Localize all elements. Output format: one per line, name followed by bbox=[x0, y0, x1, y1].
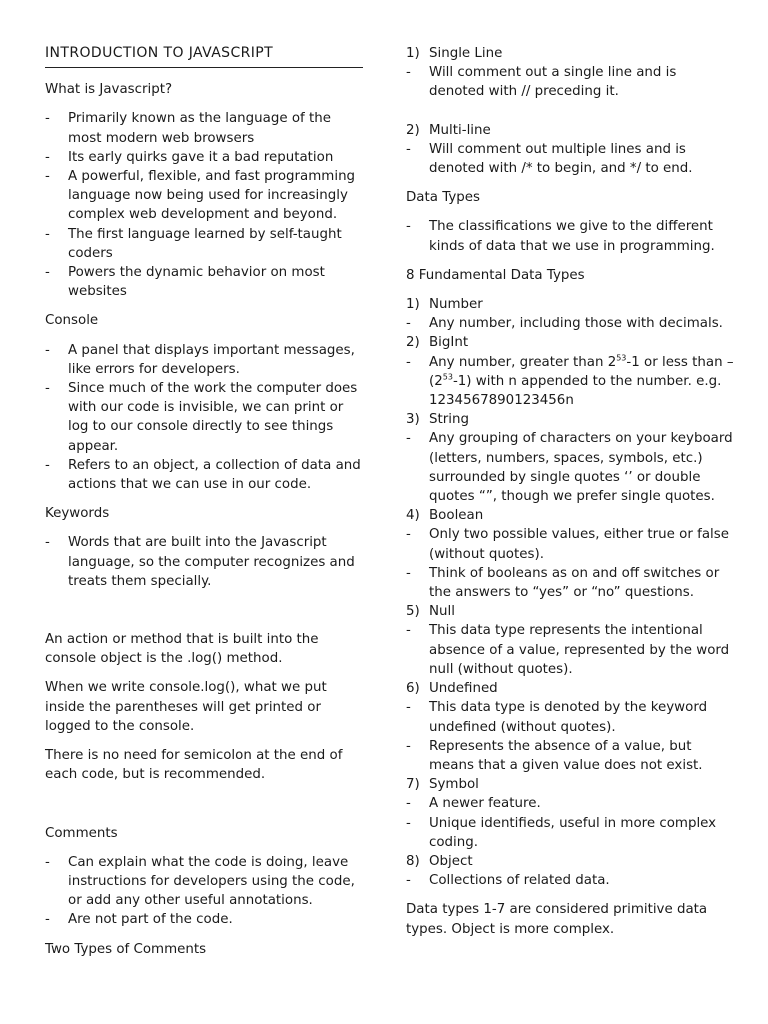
semicolon-paragraph: There is no need for semicolon at the end of each code, but is recommended. bbox=[45, 748, 343, 783]
list-item: - Any number, greater than $2^{53}-1$ or less than $-(2^{53}-1)$ with n appended to the number. e.g. 1234567890123456n bbox=[406, 353, 734, 409]
list-item: - Can explain what the code is doing, leave instructions for developers using the code, or add any other useful annotations. bbox=[45, 854, 355, 909]
list-item: - A powerful, flexible, and fast programming language now being used for increasingly complex web development and beyond. bbox=[45, 169, 356, 223]
console-list bbox=[45, 341, 365, 495]
list-item: - Its early quirks gave it a bad reputation bbox=[45, 149, 334, 165]
list-item: - Represents the absence of a value, but means that a given value does not exist. bbox=[406, 738, 703, 773]
console-log-paragraph: When we write console.log(), what we put inside the parentheses will get printed or logged to the console. bbox=[45, 680, 327, 734]
data-types-list bbox=[406, 217, 736, 255]
list-item: - Unique identifieds, useful in more complex coding. bbox=[406, 815, 717, 850]
data-types-heading: Data Types bbox=[406, 190, 480, 206]
list-item: - Powers the dynamic behavior on most websites bbox=[45, 265, 325, 300]
primitive-types-paragraph: Data types 1-7 are considered primitive data types. Object is more complex. bbox=[406, 902, 708, 937]
list-item: - Will comment out multiple lines and is denoted with /* to begin, and */ to end. bbox=[406, 141, 693, 177]
keywords-list bbox=[45, 533, 365, 591]
what-is-javascript-list bbox=[45, 109, 365, 301]
list-item: - Any grouping of characters on your keyboard (letters, numbers, spaces, symbols, etc.) surrounded by single quotes ‘’ or double quotes “”, though we prefer single quotes. bbox=[406, 431, 733, 505]
numbered-item: 3) String bbox=[406, 412, 469, 428]
fundamental-data-types-list bbox=[406, 295, 736, 890]
keywords-heading: Keywords bbox=[45, 506, 110, 522]
page-title: INTRODUCTION TO JAVASCRIPT bbox=[45, 44, 363, 68]
multi-line-comment-block bbox=[406, 121, 736, 179]
comments-list bbox=[45, 853, 365, 930]
console-heading: Console bbox=[45, 313, 99, 329]
what-is-javascript-heading: What is Javascript? bbox=[45, 82, 173, 98]
numbered-item: 8) Object bbox=[406, 853, 473, 869]
list-item: - A newer feature. bbox=[406, 796, 541, 812]
numbered-item: 2) BigInt bbox=[406, 335, 469, 351]
list-item: - Think of booleans as on and off switches or the answers to “yes” or “no” questions. bbox=[406, 565, 720, 601]
list-item: - Only two possible values, either true or false (without quotes). bbox=[406, 527, 729, 562]
numbered-item: 7) Symbol bbox=[406, 777, 479, 793]
comments-heading: Comments bbox=[45, 825, 118, 841]
numbered-item: 5) Null bbox=[406, 604, 455, 620]
left-column bbox=[45, 44, 365, 959]
numbered-item: 2) Multi-line bbox=[406, 122, 491, 138]
list-item: - Words that are built into the Javascript language, so the computer recognizes and treats them specially. bbox=[45, 535, 355, 589]
numbered-item: 1) Single Line bbox=[406, 46, 503, 61]
list-item: - Any number, including those with decimals. bbox=[406, 316, 723, 332]
list-item: - Collections of related data. bbox=[406, 873, 610, 889]
list-item: - The first language learned by self-taught coders bbox=[45, 226, 342, 261]
numbered-item: 4) Boolean bbox=[406, 508, 484, 524]
right-column bbox=[406, 44, 736, 939]
fundamental-data-types-heading: 8 Fundamental Data Types bbox=[406, 267, 585, 283]
list-item: - Primarily known as the language of the most modern web browsers bbox=[45, 111, 331, 146]
list-item: - Are not part of the code. bbox=[45, 912, 233, 928]
list-item: - Will comment out a single line and is denoted with // preceding it. bbox=[406, 65, 677, 100]
log-method-paragraph: An action or method that is built into the console object is the .log() method. bbox=[45, 632, 319, 667]
single-line-comment-block bbox=[406, 44, 736, 102]
list-item: - This data type is denoted by the keyword undefined (without quotes). bbox=[406, 700, 708, 735]
list-item: - A panel that displays important messages, like errors for developers. bbox=[45, 342, 355, 377]
numbered-item: 6) Undefined bbox=[406, 681, 498, 697]
two-types-of-comments-heading: Two Types of Comments bbox=[45, 941, 207, 957]
list-item: - This data type represents the intentional absence of a value, represented by the word null (without quotes). bbox=[406, 623, 730, 677]
list-item: - The classifications we give to the different kinds of data that we use in programming. bbox=[406, 219, 715, 254]
numbered-item: 1) Number bbox=[406, 297, 483, 313]
list-item: - Refers to an object, a collection of data and actions that we can use in our code. bbox=[45, 457, 361, 493]
list-item: - Since much of the work the computer does with our code is invisible, we can print or log to our console directly to see things appear. bbox=[45, 381, 358, 454]
